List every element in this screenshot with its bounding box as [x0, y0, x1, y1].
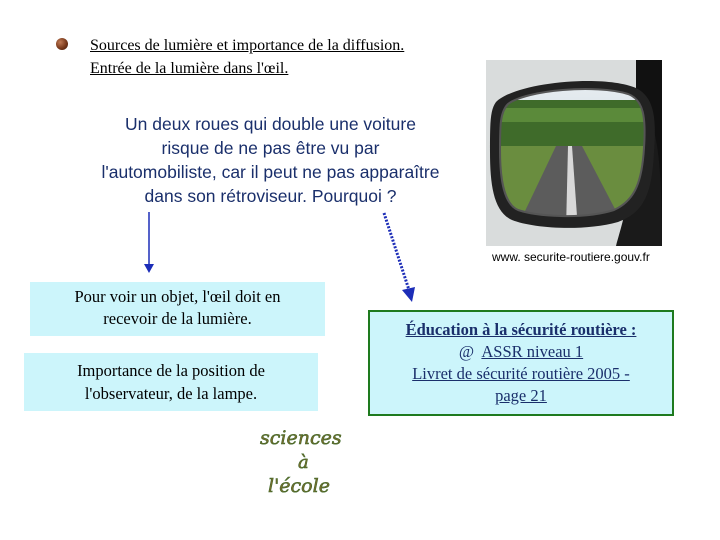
answer-text: Pour voir un objet, l'œil doit en: [74, 287, 281, 306]
answer-box-position: [24, 353, 318, 411]
image-credit[interactable]: www. securite-routiere.gouv.fr: [492, 250, 650, 264]
livret-link-line1[interactable]: Livret de sécurité routière 2005 -: [412, 364, 630, 383]
answer-text: Importance de la position de: [77, 361, 265, 380]
logo-text: à: [298, 452, 309, 473]
question-line: Un deux roues qui double une voiture: [125, 114, 416, 134]
livret-link-line2[interactable]: page 21: [495, 386, 547, 405]
resource-link-row: [370, 341, 672, 363]
answer-text: l'observateur, de la lampe.: [84, 384, 258, 403]
question-line: dans son rétroviseur. Pourquoi ?: [144, 186, 397, 206]
answer-box-light: [30, 282, 325, 336]
logo-text: sciences: [260, 427, 342, 449]
assr-link[interactable]: ASSR niveau 1: [481, 342, 584, 361]
sciences-ecole-logo: [252, 420, 362, 502]
question-line: l'automobiliste, car il peut ne pas apparaître: [101, 162, 440, 182]
answer-text: recevoir de la lumière.: [103, 309, 252, 328]
down-arrow-right: [384, 213, 415, 302]
header-line-eye[interactable]: Entrée de la lumière dans l'œil.: [90, 60, 289, 77]
resource-box: [368, 310, 674, 416]
header-line-sources[interactable]: Sources de lumière et importance de la diffusion.: [90, 37, 405, 54]
question-line: risque de ne pas être vu par: [161, 138, 380, 158]
logo-text: l'école: [268, 475, 330, 497]
resource-title: Éducation à la sécurité routière :: [405, 320, 637, 339]
at-icon: @: [458, 342, 475, 361]
down-arrow-left: [144, 212, 154, 273]
